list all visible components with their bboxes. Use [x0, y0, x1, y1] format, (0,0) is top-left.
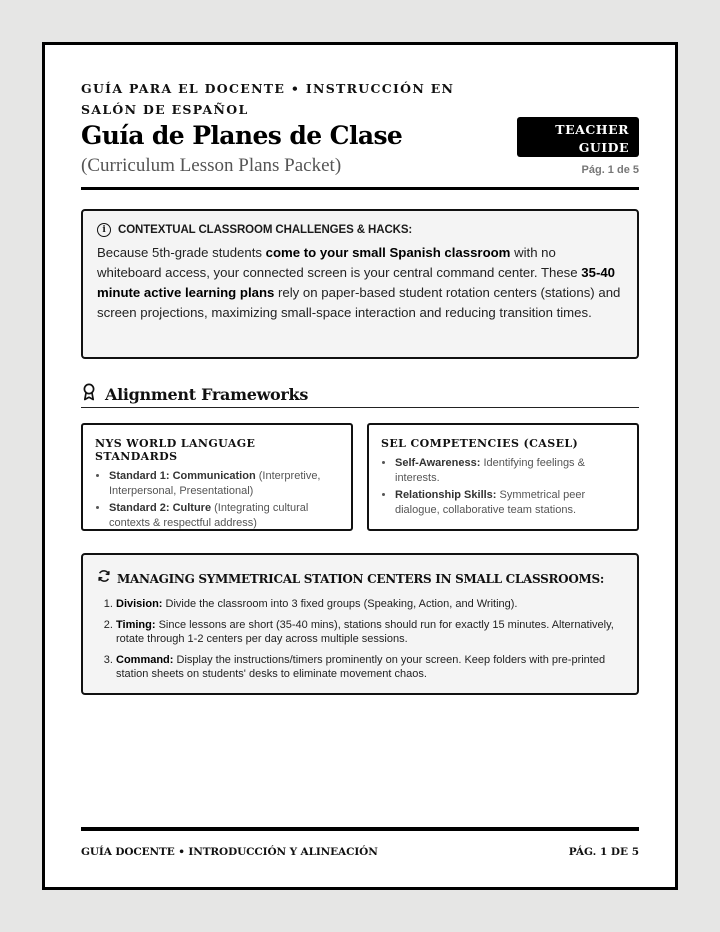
- page-number-label: Pág. 1 de 5: [581, 164, 639, 176]
- station-centers-box: [81, 553, 639, 695]
- item-text: Identifying feelings & interests.: [395, 457, 585, 484]
- callout-text-3: rely on paper-based student rotation centers (stations) and screen projections, maximizing small-space interaction and reducing transition times.: [97, 285, 621, 320]
- list-item: [109, 501, 339, 530]
- page-content: [81, 45, 639, 887]
- callout-text-1: Because 5th-grade students: [97, 245, 266, 260]
- list-item: [395, 456, 625, 485]
- standards-list: [95, 469, 339, 530]
- footer-divider: [81, 827, 639, 831]
- teacher-guide-badge: [517, 117, 639, 157]
- sel-competencies-card: [367, 423, 639, 531]
- classroom-challenges-callout: [81, 209, 639, 359]
- item-label: Relationship Skills:: [395, 489, 497, 501]
- card-title: NYS WORLD LANGUAGE STANDARDS: [95, 437, 256, 463]
- section-divider: [81, 407, 639, 408]
- card-title: SEL COMPETENCIES (CASEL): [381, 437, 579, 450]
- header-divider: [81, 187, 639, 190]
- competencies-list: [381, 456, 625, 517]
- callout-text-2: with no whiteboard access, your connected screen is your central command center. These: [97, 245, 582, 280]
- callout-body: [97, 243, 623, 323]
- info-icon: i: [97, 223, 111, 237]
- item-text: Display the instructions/timers prominently on your screen. Keep folders with pre-printed station sheets on students' desks to eliminate movement chaos.: [116, 653, 606, 680]
- stations-heading-row: [97, 569, 623, 588]
- callout-heading-row: [97, 223, 623, 237]
- list-item: [116, 597, 623, 612]
- alignment-section-heading: [81, 380, 639, 408]
- page-title: Guía de Planes de Clase: [81, 121, 403, 150]
- item-label: Command:: [116, 653, 174, 666]
- item-text: Divide the classroom into 3 fixed groups (Speaking, Action, and Writing).: [162, 598, 518, 610]
- badge-line-1: TEACHER: [555, 122, 629, 137]
- callout-heading: CONTEXTUAL CLASSROOM CHALLENGES & HACKS:: [118, 224, 413, 236]
- list-item: [116, 618, 623, 647]
- callout-bold-2: 35-40 minute active learning plans: [97, 265, 616, 300]
- document-page: [42, 42, 678, 890]
- list-item: [395, 488, 625, 517]
- nys-standards-card: [81, 423, 353, 531]
- list-item: [116, 653, 623, 682]
- item-label: Standard 1: Communication: [109, 470, 256, 482]
- list-item: [109, 469, 339, 498]
- item-label: Standard 2: Culture: [109, 502, 212, 514]
- stations-heading: MANAGING SYMMETRICAL STATION CENTERS IN SMALL CLASSROOMS:: [117, 571, 604, 586]
- item-text: Symmetrical peer dialogue, collaborative team stations.: [395, 489, 586, 516]
- item-text: (Interpretive, Interpersonal, Presentational): [109, 470, 321, 497]
- callout-bold-1: come to your small Spanish classroom: [265, 245, 511, 260]
- rotate-arrows-icon: [97, 569, 111, 588]
- item-text: Since lessons are short (35-40 mins), stations should run for exactly 15 minutes. Alternatively, rotate through 1-2 centers per day across multiple sessions.: [116, 618, 614, 645]
- alignment-heading: Alignment Frameworks: [105, 384, 309, 404]
- footer-page-number: PÁG. 1 DE 5: [568, 846, 639, 858]
- award-ribbon-icon: [81, 383, 97, 406]
- item-text: (Integrating cultural contexts & respectful address): [109, 502, 309, 529]
- badge-line-2: GUIDE: [578, 140, 629, 155]
- item-label: Timing:: [116, 618, 156, 631]
- page-subtitle: (Curriculum Lesson Plans Packet): [81, 155, 342, 176]
- item-label: Division:: [116, 598, 163, 610]
- header-kicker: GUÍA PARA EL DOCENTE • INSTRUCCIÓN EN SALÓN DE ESPAÑOL: [81, 81, 455, 117]
- item-label: Self-Awareness:: [395, 457, 481, 469]
- footer-section-label: GUÍA DOCENTE • INTRODUCCIÓN Y ALINEACIÓN: [81, 846, 378, 858]
- stations-list: [97, 597, 623, 682]
